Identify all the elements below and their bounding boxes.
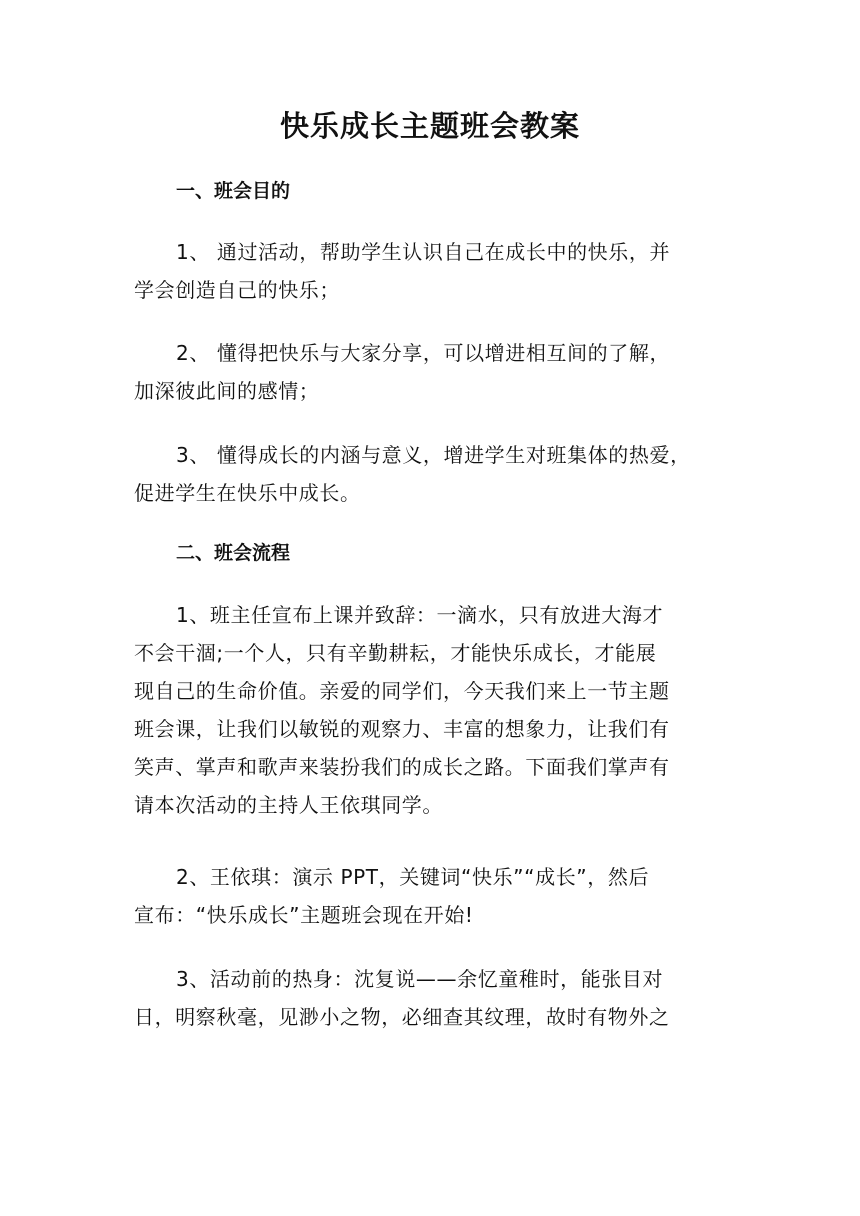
text-line: 2、 懂得把快乐与大家分享，可以增进相互间的了解， [176,341,671,365]
text-line: 笑声、掌声和歌声来装扮我们的成长之路。下面我们掌声有 [134,755,670,779]
text-line: 2、王依琪：演示 PPT，关键词“快乐”“成长”，然后 [176,865,650,889]
text-line: 3、活动前的热身：沈复说——余忆童稚时，能张目对 [176,967,664,991]
text-line: 请本次活动的主持人王依琪同学。 [134,793,443,817]
process-item-1 [134,596,732,824]
text-line: 日，明察秋毫，见渺小之物，必细查其纹理，故时有物外之 [134,1005,670,1029]
text-line: 不会干涸;一个人，只有辛勤耕耘，才能快乐成长，才能展 [134,641,657,665]
process-item-2 [134,858,732,934]
text-line: 学会创造自己的快乐； [134,278,340,302]
section-heading-process: 二、班会流程 [176,542,291,564]
section-heading-purpose: 一、班会目的 [176,180,291,202]
document-title: 快乐成长主题班会教案 [279,109,580,143]
text-line: 促进学生在快乐中成长。 [134,481,361,505]
text-line: 宣布：“快乐成长”主题班会现在开始! [134,903,474,927]
text-line: 1、 通过活动，帮助学生认识自己在成长中的快乐，并 [176,240,671,264]
text-line: 1、班主任宣布上课并致辞：一滴水，只有放进大海才 [176,603,664,627]
purpose-item-1 [134,233,732,309]
process-item-3 [134,960,732,1036]
purpose-item-2 [134,334,732,410]
text-line: 3、 懂得成长的内涵与意义，增进学生对班集体的热爱， [176,443,691,467]
text-line: 班会课，让我们以敏锐的观察力、丰富的想象力，让我们有 [134,717,670,741]
purpose-item-3 [134,436,732,512]
text-line: 加深彼此间的感情； [134,379,320,403]
text-line: 现自己的生命价值。亲爱的同学们，今天我们来上一节主题 [134,679,670,703]
